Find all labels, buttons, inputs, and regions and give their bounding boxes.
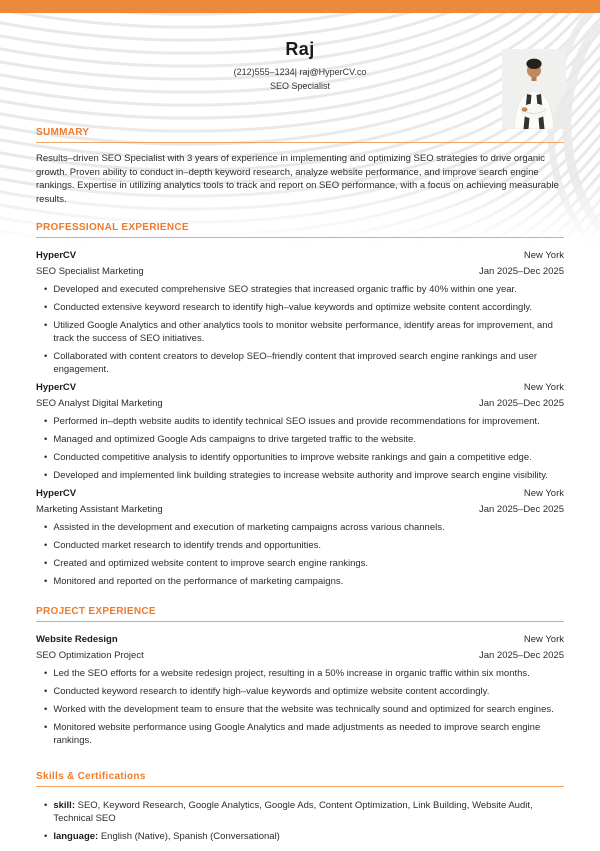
bullet-item — [44, 557, 564, 570]
bullet-icon: • — [44, 351, 48, 362]
section-heading-skills: Skills & Certifications — [36, 771, 564, 787]
role-title: SEO Specialist Marketing — [36, 266, 144, 277]
entry-subheader-row — [36, 503, 564, 516]
bullet-item — [44, 667, 564, 680]
location: New York — [523, 382, 564, 393]
bullet-item — [44, 469, 564, 482]
bullet-item — [44, 319, 564, 345]
bullet-item — [44, 350, 564, 376]
project-role: SEO Optimization Project — [36, 650, 144, 661]
bullet-text: Conducted extensive keyword research to identify high–value keywords and optimize website content accordingly. — [53, 302, 533, 313]
bullet-text: Conducted keyword research to identify high–value keywords and optimize website content accordingly. — [53, 686, 490, 697]
section-heading-professional-experience: PROFESSIONAL EXPERIENCE — [36, 222, 564, 238]
bullet-icon: • — [44, 416, 48, 427]
bullet-icon: • — [44, 668, 48, 679]
section-professional-experience — [36, 222, 564, 588]
bullet-item — [44, 451, 564, 464]
bullet-text: Conducted competitive analysis to identify opportunities to improve website rankings and gain a competitive edge. — [53, 452, 532, 463]
entry-header-row — [36, 487, 564, 500]
company-name: HyperCV — [36, 250, 77, 261]
contact-line: (212)555–1234| raj@HyperCV.co — [233, 67, 367, 77]
bullet-text: Monitored website performance using Google Analytics and made adjustments as needed to improve search engine rankings. — [53, 722, 541, 746]
bullet-icon: • — [44, 686, 48, 697]
bullet-text: Monitored and reported on the performance of marketing campaigns. — [53, 576, 344, 587]
location: New York — [523, 250, 564, 261]
person-title: SEO Specialist — [269, 81, 331, 91]
bullet-icon: • — [44, 522, 48, 533]
bullet-text: Led the SEO efforts for a website redesign project, resulting in a 50% increase in organic traffic within six months. — [53, 668, 530, 679]
date-range: Jan 2025–Dec 2025 — [478, 650, 564, 661]
project-entry — [36, 633, 564, 747]
skill-item — [44, 799, 564, 825]
entry-header-row — [36, 633, 564, 646]
bullet-icon: • — [44, 302, 48, 313]
bullet-list — [36, 283, 564, 376]
date-range: Jan 2025–Dec 2025 — [478, 398, 564, 409]
bullet-item — [44, 721, 564, 747]
bullet-item — [44, 301, 564, 314]
bullet-item — [44, 575, 564, 588]
bullet-text: Collaborated with content creators to develop SEO–friendly content that improved search engine rankings and user engagement. — [53, 351, 538, 375]
bullet-list — [36, 415, 564, 482]
experience-entry — [36, 487, 564, 588]
bullet-text: Created and optimized website content to improve search engine rankings. — [53, 558, 369, 569]
bullet-icon: • — [44, 284, 48, 295]
experience-entry — [36, 381, 564, 482]
bullet-text: Worked with the development team to ensure that the website was technically sound and optimized for search engines. — [53, 704, 554, 715]
bullet-icon: • — [44, 470, 48, 481]
entry-header-row — [36, 249, 564, 262]
bullet-icon: • — [44, 452, 48, 463]
section-summary — [36, 127, 564, 206]
summary-text: Results–driven SEO Specialist with 3 years of experience in implementing and optimizing SEO strategies to drive organic growth. Proven ability to conduct in–depth keyword research, analyze website performance, and improve search engine rankings. Expertise in utilizing analytics tools to track and report on SEO performance, with a focus on achieving measurable results. — [36, 153, 559, 205]
person-name: Raj — [285, 39, 315, 59]
bullet-text: Performed in–depth website audits to identify technical SEO issues and provide recommendations for improvement. — [53, 416, 540, 427]
entry-subheader-row — [36, 265, 564, 278]
bullet-item — [44, 433, 564, 446]
skill-text — [53, 799, 564, 825]
skill-value: SEO, Keyword Research, Google Analytics, Google Ads, Content Optimization, Link Building, Website Audit, Technical SEO — [53, 800, 533, 824]
bullet-text: Managed and optimized Google Ads campaigns to drive targeted traffic to the website. — [53, 434, 416, 445]
section-heading-summary: SUMMARY — [36, 127, 564, 143]
bullet-icon: • — [44, 434, 48, 445]
role-title: Marketing Assistant Marketing — [36, 504, 163, 515]
bullet-icon: • — [44, 558, 48, 569]
bullet-text: Conducted market research to identify trends and opportunities. — [53, 540, 322, 551]
company-name: HyperCV — [36, 382, 77, 393]
date-range: Jan 2025–Dec 2025 — [478, 266, 564, 277]
bullet-list — [36, 667, 564, 747]
profile-photo — [502, 49, 566, 129]
bullet-item — [44, 521, 564, 534]
section-skills — [36, 771, 564, 843]
bullet-icon: • — [44, 704, 48, 715]
location: New York — [523, 634, 564, 645]
skill-text — [53, 830, 280, 843]
bullet-icon: • — [44, 722, 48, 733]
experience-entry — [36, 249, 564, 376]
bullet-text: Developed and executed comprehensive SEO strategies that increased organic traffic by 40% within one year. — [53, 284, 517, 295]
bullet-list — [36, 521, 564, 588]
section-project-experience — [36, 606, 564, 747]
bullet-icon: • — [44, 576, 48, 587]
bullet-item — [44, 685, 564, 698]
language-value: English (Native), Spanish (Conversational) — [100, 831, 280, 842]
section-heading-project-experience: PROJECT EXPERIENCE — [36, 606, 564, 622]
skill-label: skill: — [53, 800, 75, 811]
language-label: language: — [53, 831, 99, 842]
skills-list — [36, 799, 564, 843]
bullet-icon: • — [44, 800, 48, 811]
location: New York — [523, 488, 564, 499]
bullet-text: Utilized Google Analytics and other analytics tools to monitor website performance, identify areas for improvement, and track the success of SEO initiatives. — [53, 320, 553, 344]
bullet-item — [44, 283, 564, 296]
bullet-icon: • — [44, 540, 48, 551]
company-name: HyperCV — [36, 488, 77, 499]
entry-header-row — [36, 381, 564, 394]
role-title: SEO Analyst Digital Marketing — [36, 398, 163, 409]
bullet-item — [44, 539, 564, 552]
bullet-item — [44, 703, 564, 716]
bullet-item — [44, 415, 564, 428]
bullet-icon: • — [44, 831, 48, 842]
bullet-icon: • — [44, 320, 48, 331]
project-name: Website Redesign — [36, 634, 118, 645]
bullet-text: Developed and implemented link building strategies to increase website authority and improve search engine visibility. — [53, 470, 548, 481]
entry-subheader-row — [36, 649, 564, 662]
skill-item — [44, 830, 564, 843]
date-range: Jan 2025–Dec 2025 — [478, 504, 564, 515]
bullet-text: Assisted in the development and execution of marketing campaigns across various channels. — [53, 522, 445, 533]
entry-subheader-row — [36, 397, 564, 410]
